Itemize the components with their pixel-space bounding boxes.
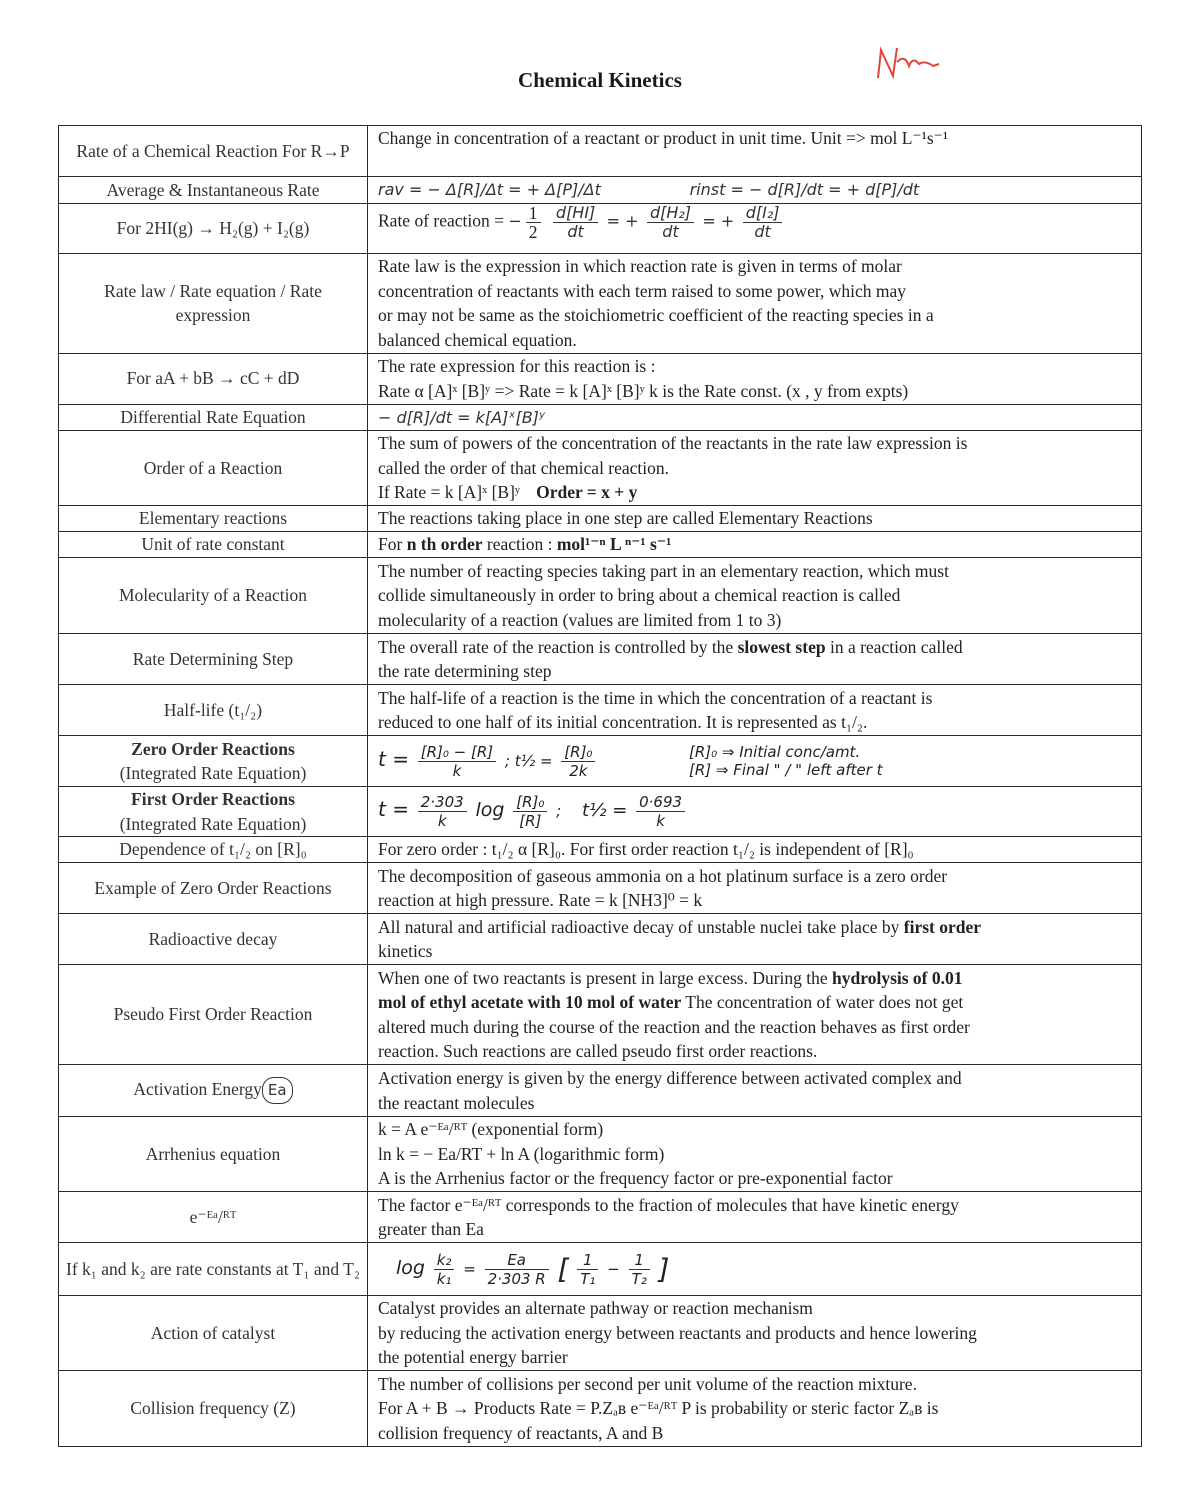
row-definition: Rate law is the expression in which reaction rate is given in terms of molar concentration of reactants with each term raised to some power, which may or may not be same as the stoichiometric coefficient of the reacting species in a balanced chemical equation. [368, 253, 1142, 353]
row-definition: The sum of powers of the concentration of the reactants in the rate law expression is called the order of that chemical reaction. If Rate = k [A]ˣ [B]ʸ Order = x + y [368, 431, 1142, 506]
table-row [59, 253, 1142, 353]
row-definition: log $\frac{\text{k₂}}{\text{k₁}}$ = $\frac{Ea}{2\cdot 303 R}$ [ $\frac{1}{\text{T₁}}$ − $\frac{1}{\text{T₂}}$ ] [368, 1243, 1142, 1296]
row-term: Action of catalyst [59, 1296, 368, 1371]
row-definition: When one of two reactants is present in large excess. During the hydrolysis of 0.01 mol of ethyl acetate with 10 mol of water The concentration of water does not get altered much during the course of the reaction and the reaction behaves as first order reaction. Such reactions are called pseudo first order reactions. [368, 965, 1142, 1065]
table-row [59, 1296, 1142, 1371]
row-definition: The factor e⁻ᴱᵃ/ᴿᵀ corresponds to the fraction of molecules that have kinetic energy greater than Ea [368, 1192, 1142, 1243]
row-definition: The reactions taking place in one step are called Elementary Reactions [368, 506, 1142, 532]
ea-handwritten-box: Ea [262, 1077, 293, 1104]
row-definition: Activation energy is given by the energy difference between activated complex and the reactant molecules [368, 1065, 1142, 1117]
fraction: $\frac{\text{d[H₂]}}{dt}$ [647, 204, 694, 241]
row-term: Zero Order Reactions (Integrated Rate Equation) [59, 736, 368, 787]
row-term: Dependence of t₁/₂ on [R]₀ [59, 837, 368, 863]
handwritten-instantaneous-rate: rinst = − d[R]/dt = + d[P]/dt [689, 180, 920, 199]
row-definition: t = $\frac{\text{[R]₀ − [R]}}{k}$ ; t½ = $\frac{\text{[R]₀}}{2k}$ [R]₀ ⇒ Initial conc/amt. [R] ⇒ Final " / " left after t [368, 736, 1142, 787]
row-term: Unit of rate constant [59, 532, 368, 558]
table-row [59, 431, 1142, 506]
handwritten-initials [873, 44, 948, 89]
row-definition: The rate expression for this reaction is : Rate α [A]ˣ [B]ʸ => Rate = k [A]ˣ [B]ʸ k is the Rate const. (x , y from expts) [368, 353, 1142, 404]
row-term: Collision frequency (Z) [59, 1371, 368, 1447]
row-definition [368, 404, 1142, 431]
handwritten-differential-rate: − d[R]/dt = k[A]ˣ[B]ʸ [378, 407, 545, 427]
rate-of-reaction-label: Rate of reaction = [378, 210, 504, 231]
row-definition: The decomposition of gaseous ammonia on a hot platinum surface is a zero order reaction at high pressure. Rate = k [NH3]⁰ = k [368, 863, 1142, 914]
row-definition: k = A e⁻ᴱᵃ/ᴿᵀ (exponential form) ln k = − Ea/RT + ln A (logarithmic form) A is the Arrhenius factor or the frequency factor or pre-exponential factor [368, 1117, 1142, 1192]
table-row [59, 914, 1142, 965]
row-term: Radioactive decay [59, 914, 368, 965]
row-term: Differential Rate Equation [59, 404, 368, 431]
row-term: Order of a Reaction [59, 431, 368, 506]
table-row [59, 506, 1142, 532]
row-definition: The number of collisions per second per unit volume of the reaction mixture. For A + B → Products Rate = P.Zₐʙ e⁻ᴱᵃ/ᴿᵀ P is probability or steric factor Zₐʙ is collision frequency of reactants, A and B [368, 1371, 1142, 1447]
page-title: Chemical Kinetics [518, 68, 682, 92]
row-definition: Rate of reaction = − $\frac{1}{2}$ $\frac{d[HI]}{dt}$ = + $\frac{\text{d[H₂]}}{dt}$ = + $\frac{\text{d[I₂]}}{dt}$ [368, 203, 1142, 253]
table-row [59, 685, 1142, 736]
table-row [59, 787, 1142, 837]
table-row [59, 203, 1142, 253]
table-row [59, 965, 1142, 1065]
row-definition [368, 177, 1142, 204]
handwritten-average-rate: rav = − Δ[R]/Δt = + Δ[P]/Δt [378, 180, 601, 199]
row-definition: Catalyst provides an alternate pathway or reaction mechanism by reducing the activation energy between reactants and products and hence lowering the potential energy barrier [368, 1296, 1142, 1371]
row-definition: For zero order : t₁/₂ α [R]₀. For first order reaction t₁/₂ is independent of [R]₀ [368, 837, 1142, 863]
row-term: For aA + bB → cC + dD [59, 353, 368, 404]
table-row [59, 353, 1142, 404]
row-term: For 2HI(g) → H₂(g) + I₂(g) [59, 203, 368, 253]
row-term: First Order Reactions (Integrated Rate Equation) [59, 787, 368, 837]
table-row [59, 1117, 1142, 1192]
kinetics-table [58, 125, 1142, 1447]
fraction: $\frac{\text{d[I₂]}}{dt}$ [743, 204, 783, 241]
row-term: Rate law / Rate equation / Rate expression [59, 253, 368, 353]
row-term: Pseudo First Order Reaction [59, 965, 368, 1065]
table-row [59, 558, 1142, 634]
row-term: Rate Determining Step [59, 634, 368, 685]
row-term: Arrhenius equation [59, 1117, 368, 1192]
row-term: Molecularity of a Reaction [59, 558, 368, 634]
row-definition: All natural and artificial radioactive decay of unstable nuclei take place by first order kinetics [368, 914, 1142, 965]
table-row [59, 1065, 1142, 1117]
row-definition: The number of reacting species taking part in an elementary reaction, which must collide simultaneously in order to bring about a chemical reaction is called molecularity of a reaction (values are limited from 1 to 3) [368, 558, 1142, 634]
fraction: $\frac{d[HI]}{dt}$ [553, 204, 598, 241]
row-term: Elementary reactions [59, 506, 368, 532]
row-definition: Change in concentration of a reactant or product in unit time. Unit => mol L⁻¹s⁻¹ [368, 126, 1142, 177]
table-row [59, 863, 1142, 914]
table-row [59, 1243, 1142, 1296]
row-term: Example of Zero Order Reactions [59, 863, 368, 914]
row-term: Average & Instantaneous Rate [59, 177, 368, 204]
table-row [59, 837, 1142, 863]
row-term: If k₁ and k₂ are rate constants at T₁ and T₂ [59, 1243, 368, 1296]
table-row [59, 177, 1142, 204]
table-row [59, 126, 1142, 177]
row-term: Half-life (t₁/₂) [59, 685, 368, 736]
fraction: $\frac{1}{2}$ [526, 204, 541, 241]
row-definition: t = $\frac{2\cdot 303}{k}$ log $\frac{\text{[R]₀}}{[R]}$ ; t½ = $\frac{0\cdot 693}{k}$ [368, 787, 1142, 837]
row-definition: For n th order reaction : mol¹⁻ⁿ L ⁿ⁻¹ s⁻¹ [368, 532, 1142, 558]
table-row [59, 1192, 1142, 1243]
row-term: Activation Energy Ea [59, 1065, 368, 1117]
table-row [59, 404, 1142, 431]
row-term: Rate of a Chemical Reaction For R→P [59, 126, 368, 177]
row-term: e⁻ᴱᵃ/ᴿᵀ [59, 1192, 368, 1243]
row-definition: The half-life of a reaction is the time in which the concentration of a reactant is reduced to one half of its initial concentration. It is represented as t₁/₂. [368, 685, 1142, 736]
row-definition: The overall rate of the reaction is controlled by the slowest step in a reaction called the rate determining step [368, 634, 1142, 685]
table-row [59, 1371, 1142, 1447]
table-row [59, 634, 1142, 685]
table-row [59, 532, 1142, 558]
table-row [59, 736, 1142, 787]
